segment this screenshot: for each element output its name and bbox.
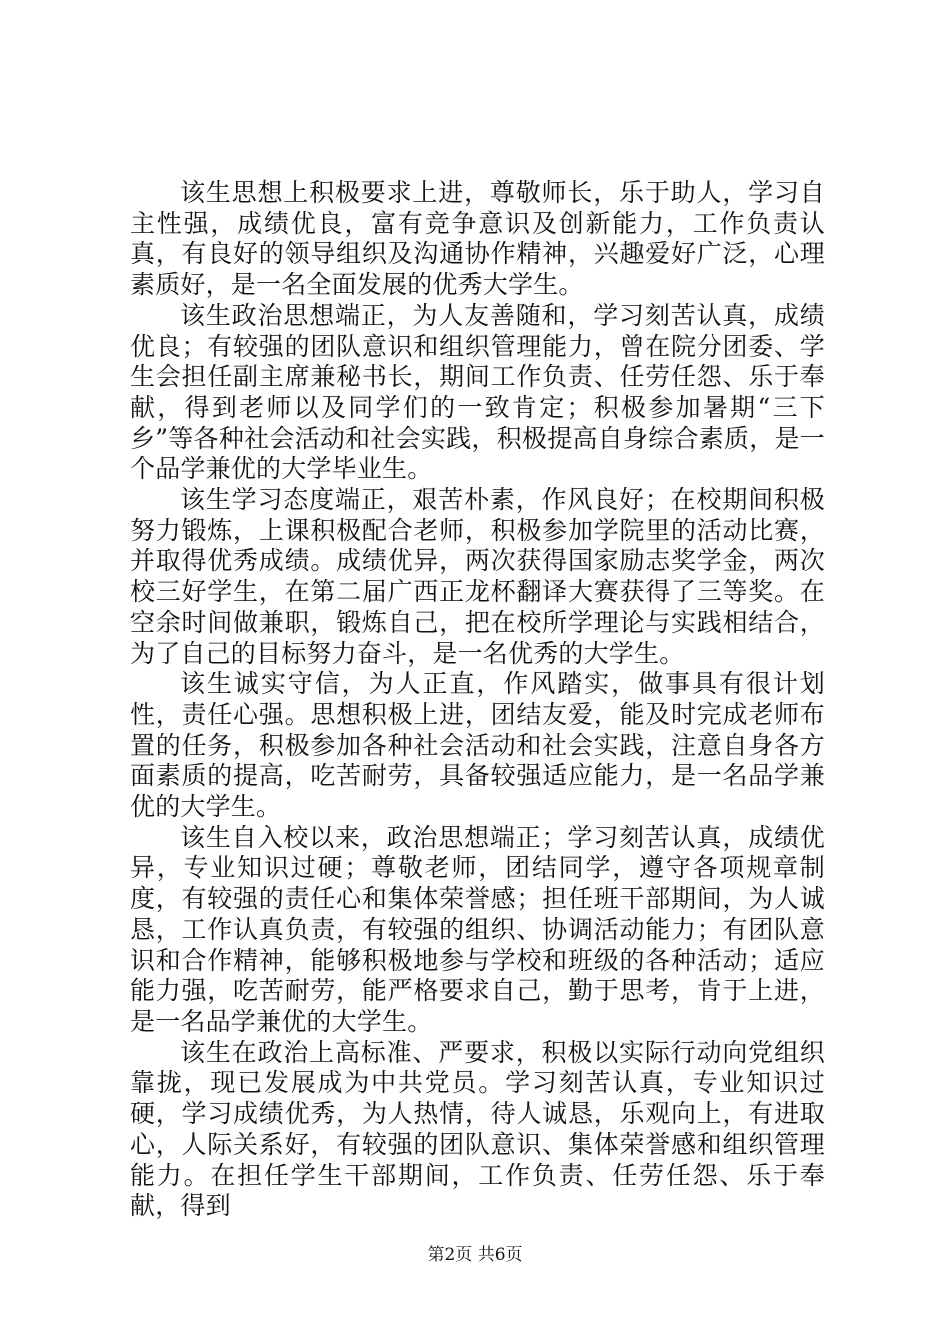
paragraph-5: 该生自入校以来，政治思想端正；学习刻苦认真，成绩优异，专业知识过硬；尊敬老师，团结同学，遵守各项规章制度，有较强的责任心和集体荣誉感；担任班干部期间，为人诚恳，工作认真负责，有较强的组织、协调活动能力；有团队意识和合作精神，能够积极地参与学校和班级的各种活动；适应能力强，吃苦耐劳，能严格要求自己，勤于思考，肯于上进，是一名品学兼优的大学生。 <box>130 822 825 1036</box>
paragraph-3: 该生学习态度端正，艰苦朴素，作风良好；在校期间积极努力锻炼，上课积极配合老师，积极参加学院里的活动比赛，并取得优秀成绩。成绩优异，两次获得国家励志奖学金，两次校三好学生，在第二届广西正龙杯翻译大赛获得了三等奖。在空余时间做兼职，锻炼自己，把在校所学理论与实践相结合，为了自己的目标努力奋斗，是一名优秀的大学生。 <box>130 485 825 668</box>
paragraph-4: 该生诚实守信，为人正直，作风踏实，做事具有很计划性，责任心强。思想积极上进，团结友爱，能及时完成老师布置的任务，积极参加各种社会活动和社会实践，注意自身各方面素质的提高，吃苦耐劳，具备较强适应能力，是一名品学兼优的大学生。 <box>130 669 825 822</box>
paragraph-1: 该生思想上积极要求上进，尊敬师长，乐于助人，学习自主性强，成绩优良，富有竞争意识及创新能力，工作负责认真，有良好的领导组织及沟通协作精神，兴趣爱好广泛，心理素质好，是一名全面发展的优秀大学生。 <box>130 178 825 300</box>
paragraph-2: 该生政治思想端正，为人友善随和，学习刻苦认真，成绩优良；有较强的团队意识和组织管理能力，曾在院分团委、学生会担任副主席兼秘书长，期间工作负责、任劳任怨、乐于奉献，得到老师以及同学们的一致肯定；积极参加暑期“三下乡”等各种社会活动和社会实践，积极提高自身综合素质，是一个品学兼优的大学毕业生。 <box>130 300 825 484</box>
paragraph-6: 该生在政治上高标准、严要求，积极以实际行动向党组织靠拢，现已发展成为中共党员。学习刻苦认真，专业知识过硬，学习成绩优秀，为人热情，待人诚恳，乐观向上，有进取心，人际关系好，有较强的团队意识、集体荣誉感和组织管理能力。在担任学生干部期间，工作负责、任劳任怨、乐于奉献，得到 <box>130 1037 825 1221</box>
document-body <box>130 178 825 1222</box>
page-number-footer: 第2页 共6页 <box>427 1245 523 1265</box>
